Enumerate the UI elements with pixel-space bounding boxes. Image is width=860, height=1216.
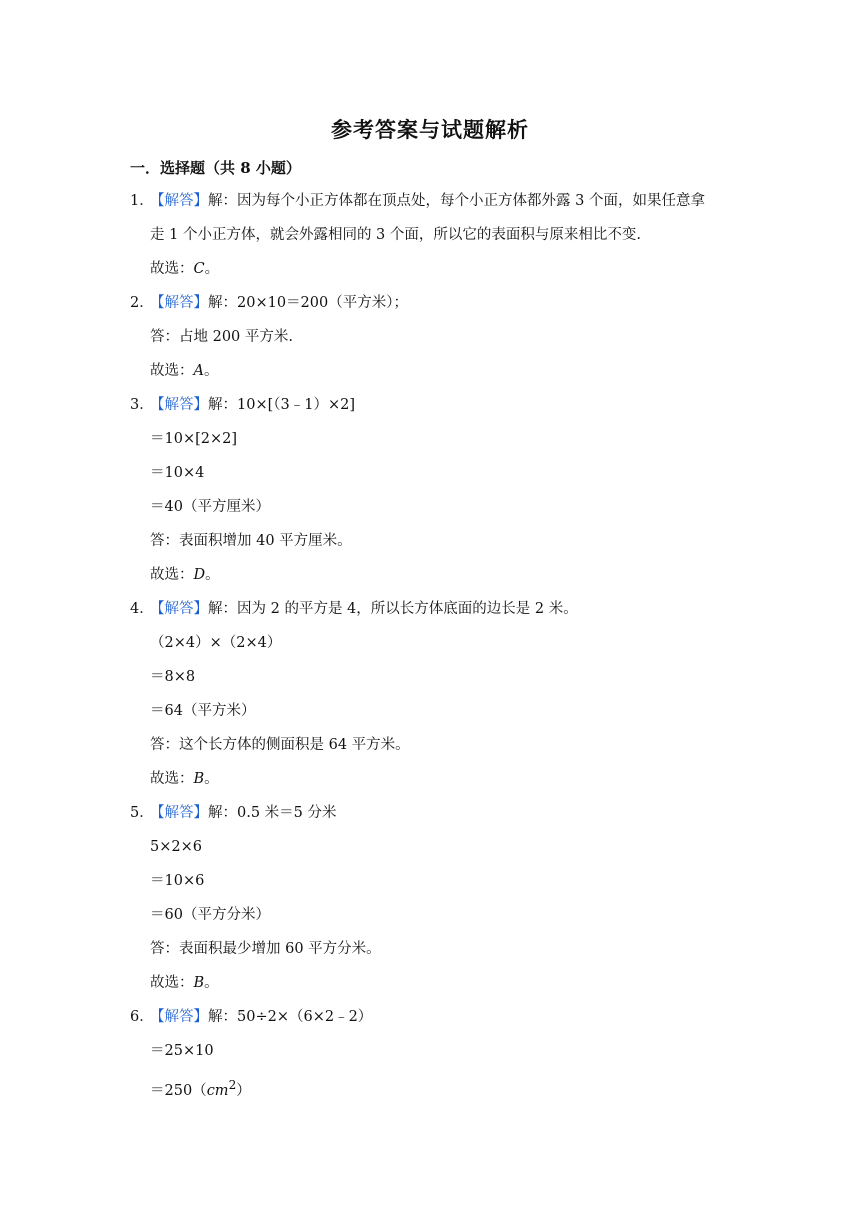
question-number: 5．: [130, 805, 154, 821]
answer-5-choice: [130, 966, 740, 1000]
answer-3-line-4: ＝40（平方厘米）: [150, 499, 270, 515]
answer-3-choice: [130, 558, 740, 592]
solution-tag: 【解答】: [150, 805, 208, 821]
choice-letter: A: [193, 363, 204, 379]
answer-3-line-2: ＝10×[2×2]: [150, 431, 238, 447]
choice-letter: B: [193, 771, 205, 787]
choice-prefix: 故选：: [150, 363, 194, 379]
choice-suffix: 。: [204, 975, 219, 991]
choice-suffix: 。: [204, 261, 220, 277]
answer-2-line-1: [130, 286, 740, 320]
answer-3-line-5: 答：表面积增加 40 平方厘米。: [150, 533, 352, 549]
answer-4-choice: [130, 762, 740, 796]
section-heading: 一．选择题（共 8 小题）: [130, 159, 301, 177]
answer-3-line-1: [130, 388, 740, 422]
answer-6-line-3: [130, 1068, 740, 1102]
unit-exponent: 2: [228, 1078, 237, 1092]
solution-tag: 【解答】: [150, 1009, 208, 1025]
choice-suffix: 。: [203, 363, 219, 379]
answer-text: 解：因为 2 的平方是 4，所以长方体底面的边长是 2 米。: [208, 601, 578, 617]
answer-5-line-2: 5×2×6: [150, 839, 202, 855]
answer-text: 解：因为每个小正方体都在顶点处，每个小正方体都外露 3 个面，如果任意拿: [208, 193, 705, 209]
answer-4-line-3: ＝8×8: [150, 669, 196, 685]
answer-4-line-4: ＝64（平方米）: [150, 703, 256, 719]
question-number: 1．: [130, 193, 154, 209]
result-suffix: ）: [236, 1082, 251, 1099]
choice-letter: B: [193, 975, 205, 991]
solution-tag: 【解答】: [150, 193, 208, 209]
answers-body: [130, 184, 740, 1102]
answer-4-line-5: 答：这个长方体的侧面积是 64 平方米。: [150, 737, 410, 753]
question-number: 3．: [130, 397, 154, 413]
solution-tag: 【解答】: [150, 397, 208, 413]
result-prefix: ＝250（: [150, 1082, 207, 1099]
solution-tag: 【解答】: [150, 295, 208, 311]
answer-text: 解：20×10＝200（平方米）；: [208, 295, 408, 311]
answer-text: 解：10×[（3﹣1）×2]: [208, 397, 355, 413]
page-title: 参考答案与试题解析: [331, 117, 529, 142]
unit: cm: [206, 1082, 229, 1099]
choice-prefix: 故选：: [150, 771, 194, 787]
choice-prefix: 故选：: [150, 261, 194, 277]
question-number: 6．: [130, 1009, 154, 1025]
question-number: 4．: [130, 601, 154, 617]
question-number: 2．: [130, 295, 154, 311]
choice-prefix: 故选：: [150, 567, 194, 583]
answer-5-line-5: 答：表面积最少增加 60 平方分米。: [150, 941, 381, 957]
answer-5-line-1: [130, 796, 740, 830]
answer-4-line-2: （2×4）×（2×4）: [150, 635, 282, 651]
answer-2-choice: [130, 354, 740, 388]
answer-5-line-3: ＝10×6: [150, 873, 205, 889]
answer-text: 解：0.5 米＝5 分米: [208, 805, 337, 821]
choice-suffix: 。: [205, 567, 220, 583]
answer-3-line-3: ＝10×4: [150, 465, 205, 481]
answer-2-line-2: 答：占地 200 平方米.: [150, 329, 294, 345]
choice-letter: D: [193, 567, 206, 583]
answer-1-line-1: [130, 184, 740, 218]
answer-1-choice: [130, 252, 740, 286]
choice-prefix: 故选：: [150, 975, 194, 991]
answer-6-line-2: ＝25×10: [150, 1043, 214, 1059]
answer-text: 解：50÷2×（6×2﹣2）: [208, 1009, 373, 1025]
answer-1-line-2: 走 1 个小正方体，就会外露相同的 3 个面，所以它的表面积与原来相比不变.: [150, 227, 641, 243]
choice-suffix: 。: [204, 771, 219, 787]
answer-4-line-1: [130, 592, 740, 626]
answer-6-line-1: [130, 1000, 740, 1034]
choice-letter: C: [193, 261, 205, 277]
answer-5-line-4: ＝60（平方分米）: [150, 907, 270, 923]
solution-tag: 【解答】: [150, 601, 208, 617]
